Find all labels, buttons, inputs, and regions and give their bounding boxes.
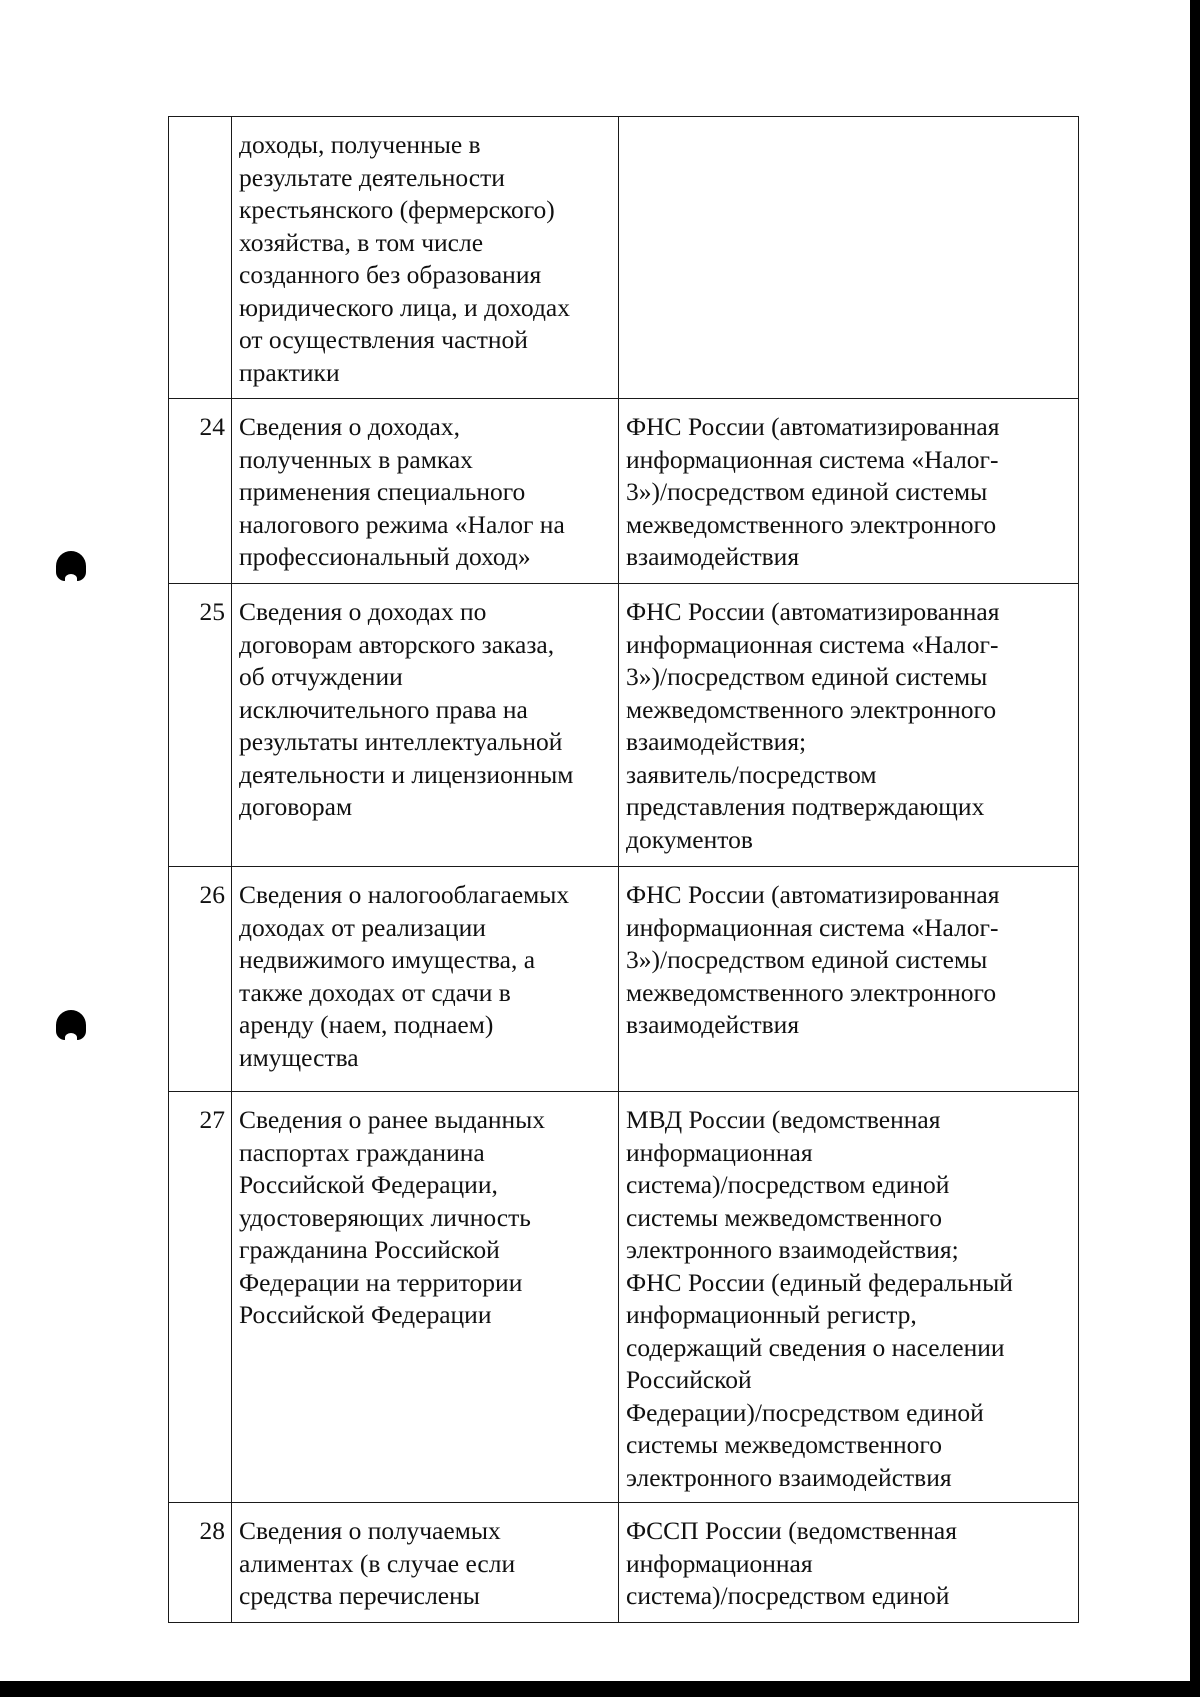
- row-name-cell: [232, 1503, 619, 1623]
- row-source-cell: [619, 399, 1079, 584]
- row-source-text: ФНС России (автоматизированная информационная система «Налог- 3»)/посредством единой системы межведомственного электронного взаимодействия: [626, 412, 1000, 571]
- row-name-text: Сведения о ранее выданных паспортах гражданина Российской Федерации, удостоверяющих личность гражданина Российской Федерации на территории Российской Федерации: [239, 1105, 546, 1329]
- row-name-text: Сведения о налогооблагаемых доходах от реализации недвижимого имущества, а также доходах от сдачи в аренду (наем, поднаем) имущества: [239, 880, 570, 1072]
- row-source-text: ФНС России (автоматизированная информационная система «Налог- 3»)/посредством единой системы межведомственного электронного взаимодействия: [626, 880, 1000, 1039]
- row-name-text: доходы, полученные в результате деятельности крестьянского (фермерского) хозяйства, в том числе созданного без образования юридического лица, и доходах от осуществления частной практики: [239, 130, 570, 387]
- row-name-cell: [232, 584, 619, 867]
- row-number: 27: [169, 1092, 232, 1503]
- scan-edge-right: [1190, 0, 1200, 1697]
- row-number: 25: [169, 584, 232, 867]
- row-source-cell: [619, 1092, 1079, 1503]
- table-row: [169, 584, 1079, 867]
- row-name-text: Сведения о доходах по договорам авторского заказа, об отчуждении исключительного права на результаты интеллектуальной деятельности и лицензионным договорам: [239, 597, 574, 821]
- row-name-cell: [232, 117, 619, 399]
- row-source-text: ФНС России (автоматизированная информационная система «Налог- 3»)/посредством единой системы межведомственного электронного взаимодействия; заявитель/посредством представления подтверждающих документов: [626, 597, 1000, 854]
- table-row: [169, 117, 1079, 399]
- row-source-cell: [619, 867, 1079, 1092]
- row-source-text: МВД России (ведомственная информационная система)/посредством единой системы межведомственного электронного взаимодействия; ФНС России (единый федеральный информационный регистр, содержащий сведения о населении Российской Федерации)/посредством единой системы межведомственного электронного взаимодействия: [626, 1105, 1013, 1492]
- row-source-text: ФССП России (ведомственная информационная система)/посредством единой: [626, 1516, 957, 1610]
- row-source-cell: [619, 117, 1079, 399]
- row-source-cell: [619, 584, 1079, 867]
- row-number: 26: [169, 867, 232, 1092]
- row-name-cell: [232, 867, 619, 1092]
- row-name-cell: [232, 1092, 619, 1503]
- row-number: [169, 117, 232, 399]
- document-table: [168, 116, 1079, 1623]
- row-number: 28: [169, 1503, 232, 1623]
- row-number: 24: [169, 399, 232, 584]
- row-name-text: Сведения о получаемых алиментах (в случае если средства перечислены: [239, 1516, 516, 1610]
- table-row: [169, 1503, 1079, 1623]
- table-row: [169, 867, 1079, 1092]
- row-name-cell: [232, 399, 619, 584]
- row-source-cell: [619, 1503, 1079, 1623]
- table-row: [169, 399, 1079, 584]
- punch-hole-mark: [56, 1010, 86, 1040]
- table-row: [169, 1092, 1079, 1503]
- punch-hole-mark: [56, 551, 86, 581]
- row-name-text: Сведения о доходах, полученных в рамках применения специального налогового режима «Налог на профессиональный доход»: [239, 412, 565, 571]
- scan-edge-bottom: [0, 1681, 1200, 1697]
